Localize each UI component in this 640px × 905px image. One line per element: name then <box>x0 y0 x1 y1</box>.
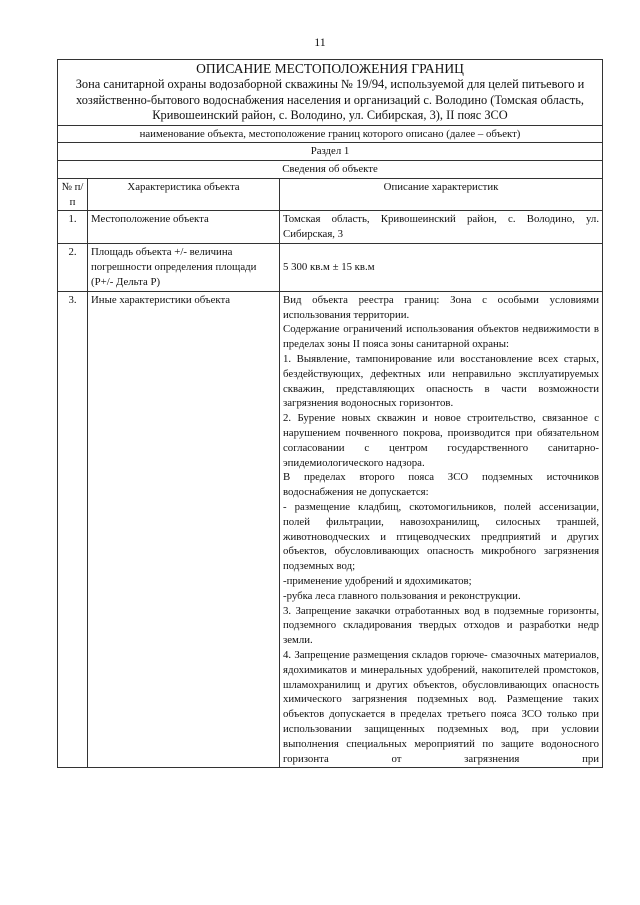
paragraph: 4. Запрещение размещения складов горюче- смазочных материалов, ядохимикатов и минеральных удобрений, накопителей промстоков, шламохранилищ и других объектов, обусловливающих опасность химического загрязнения подземных вод. Размещение таких объектов допускается в пределах третьего пояса ЗСО только при использовании защищенных подземных вод, при условии выполнения специальных мероприятий по защите водоносного горизонта от загрязнения при <box>283 649 600 765</box>
paragraph: -рубка леса главного пользования и реконструкции. <box>283 589 521 602</box>
row-description <box>280 291 603 768</box>
section-row <box>58 143 603 161</box>
column-header-characteristic: Характеристика объекта <box>88 178 280 211</box>
row-number: 1. <box>58 211 88 244</box>
section-title-row <box>58 161 603 179</box>
column-header-description: Описание характеристик <box>280 178 603 211</box>
paragraph: - размещение кладбищ, скотомогильников, полей ассенизации, полей фильтрации, навозохранилищ, силосных траншей, животноводческих и птицеводческих предприятий и других объектов, обусловливающих опасность микробного загрязнения подземных вод; <box>283 501 600 573</box>
title-row <box>58 60 603 126</box>
row-characteristic: Местоположение объекта <box>88 211 280 244</box>
document-title: ОПИСАНИЕ МЕСТОПОЛОЖЕНИЯ ГРАНИЦ <box>196 61 464 76</box>
paragraph: 1. Выявление, тампонирование или восстановление всех старых, бездействующих, дефектных или неправильно эксплуатируемых скважин, представляющих опасность в части возможности загрязнения водоносных горизонтов. <box>283 353 600 410</box>
page-number: 11 <box>314 35 326 49</box>
paragraph: -применение удобрений и ядохимикатов; <box>283 575 472 588</box>
zone-subtitle: Зона санитарной охраны водозаборной скважины № 19/94, используемой для целей питьевого и хозяйственно-бытового водоснабжения населения и организаций с. Володино (Томская область, Кривошеинский район, с. Володино, ул. Сибирская, 3), II пояс ЗСО <box>75 77 585 122</box>
paragraph: 3. Запрещение закачки отработанных вод в подземные горизонты, подземного складирования твердых отходов и разработки недр земли. <box>283 604 600 647</box>
row-description: Томская область, Кривошеинский район, с. Володино, ул. Сибирская, 3 <box>280 211 603 244</box>
row-number: 3. <box>58 291 88 768</box>
table-row <box>58 291 603 768</box>
row-characteristic: Иные характеристики объекта <box>88 291 280 768</box>
paragraph: В пределах второго пояса ЗСО подземных источников водоснабжения не допускается: <box>283 471 600 499</box>
row-description: 5 300 кв.м ± 15 кв.м <box>280 244 603 291</box>
row-number: 2. <box>58 244 88 291</box>
paragraph: 2. Бурение новых скважин и новое строительство, связанное с нарушением почвенного покрова, производится при обязательном согласовании с центром государственного санитарно-эпидемиологического надзора. <box>283 412 600 469</box>
object-note: наименование объекта, местоположение границ которого описано (далее – объект) <box>58 125 603 143</box>
row-characteristic: Площадь объекта +/- величина погрешности определения площади (P+/- Дельта P) <box>88 244 280 291</box>
paragraph: Содержание ограничений использования объектов недвижимости в пределах зоны II пояса зоны санитарной охраны: <box>283 323 600 351</box>
table-row <box>58 244 603 291</box>
table-row <box>58 211 603 244</box>
section-label: Раздел 1 <box>58 143 603 161</box>
boundary-description-table <box>57 59 603 768</box>
header-row <box>58 178 603 211</box>
paragraph: Вид объекта реестра границ: Зона с особыми условиями использования территории. <box>283 293 600 321</box>
object-note-row <box>58 125 603 143</box>
section-title: Сведения об объекте <box>58 161 603 179</box>
column-header-num: № п/п <box>58 178 88 211</box>
